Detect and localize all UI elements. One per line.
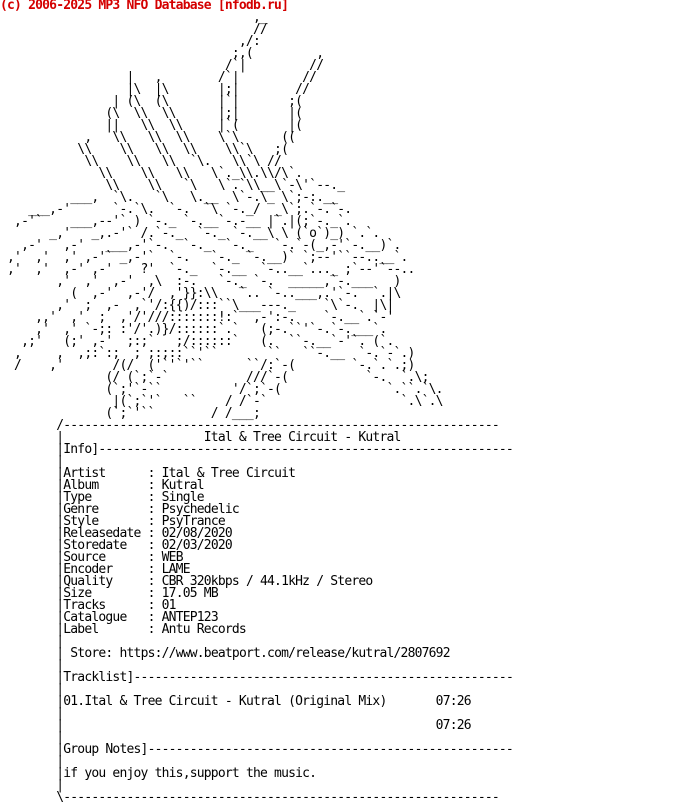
group-notes: if you enjoy this,support the music.	[63, 766, 317, 781]
info-separator: :	[91, 586, 162, 601]
total-duration-row: | 07:26	[0, 718, 471, 733]
info-label: Genre	[63, 502, 99, 517]
info-row-source: |Source : WEB	[0, 550, 183, 565]
info-separator: :	[98, 622, 162, 637]
track-list	[0, 694, 471, 709]
notes-row: |if you enjoy this,support the music.	[0, 766, 317, 781]
info-separator: :	[91, 490, 162, 505]
blank-row: |	[0, 658, 64, 673]
info-separator: :	[105, 466, 162, 481]
track-name: 01.Ital & Tree Circuit - Kutral (Original Mix)	[63, 694, 387, 709]
blank-row: |	[0, 754, 64, 769]
blank-row: |	[0, 778, 64, 793]
info-label: Type	[63, 490, 92, 505]
total-duration: 07:26	[435, 718, 471, 733]
blank-row: |	[0, 634, 64, 649]
info-value: Antu Records	[161, 622, 246, 637]
notes-header-label: Group Notes	[63, 742, 141, 757]
store-link[interactable]: https://www.beatport.com/release/kutral/2807692	[119, 646, 450, 661]
info-label: Size	[63, 586, 92, 601]
release-title: Ital & Tree Circuit - Kutral	[203, 430, 401, 445]
blank-row: |	[0, 454, 64, 469]
info-row-tracks: |Tracks : 01	[0, 598, 176, 613]
info-section-header: |Info]-----------------------------------------------------------	[0, 442, 513, 457]
info-label: Releasedate	[63, 526, 141, 541]
tracklist-header-label: Tracklist	[63, 670, 127, 685]
info-separator: :	[98, 502, 162, 517]
info-separator: :	[112, 562, 162, 577]
info-label: Style	[63, 514, 99, 529]
bottom-border: \--------------------------------------------------------------	[0, 790, 499, 805]
info-label: Storedate	[63, 538, 127, 553]
blank-row: |	[0, 730, 64, 745]
info-label: Source	[63, 550, 106, 565]
nfo-body	[0, 418, 513, 805]
blank-row: |	[0, 706, 64, 721]
info-row-quality: |Quality : CBR 320kbps / 44.1kHz / Stereo	[0, 574, 373, 589]
store-label: Store	[70, 646, 106, 661]
info-value: 02/03/2020	[161, 538, 232, 553]
info-value: ANTEP123	[161, 610, 218, 625]
info-value: Ital & Tree Circuit	[161, 466, 296, 481]
info-value: PsyTrance	[161, 514, 225, 529]
info-row-storedate: |Storedate : 02/03/2020	[0, 538, 232, 553]
info-value: Psychedelic	[161, 502, 239, 517]
info-row-artist: |Artist : Ital & Tree Circuit	[0, 466, 296, 481]
info-label: Quality	[63, 574, 113, 589]
blank-row: |	[0, 682, 64, 697]
info-separator: :	[126, 538, 162, 553]
info-label: Encoder	[63, 562, 113, 577]
info-label: Catalogue	[63, 610, 127, 625]
info-header-label: Info	[63, 442, 92, 457]
info-row-releasedate: |Releasedate : 02/08/2020	[0, 526, 232, 541]
info-separator: :	[98, 478, 162, 493]
title-row: | Ital & Tree Circuit - Kutral	[0, 430, 401, 445]
info-value: 01	[161, 598, 176, 613]
track-row: |01.Ital & Tree Circuit - Kutral (Original Mix) 07:26	[0, 694, 471, 709]
tracklist-section-header: |Tracklist]------------------------------------------------------	[0, 670, 513, 685]
track-gap	[386, 694, 435, 709]
track-duration: 07:26	[435, 694, 471, 709]
info-value: WEB	[161, 550, 183, 565]
info-row-encoder: |Encoder : LAME	[0, 562, 190, 577]
info-row-type: |Type : Single	[0, 490, 204, 505]
info-label: Tracks	[63, 598, 106, 613]
info-separator: :	[98, 514, 162, 529]
info-separator: :	[112, 574, 162, 589]
info-separator: :	[105, 598, 162, 613]
info-row-style: |Style : PsyTrance	[0, 514, 225, 529]
copyright-header: (c) 2006-2025 MP3 NFO Database [nfodb.ru]	[0, 0, 289, 13]
top-border: /--------------------------------------------------------------	[0, 418, 499, 433]
ascii-art-logo: ,_ // ,/: ;,( , /`| // | , /`| // |\ |\ |;| // | (\ (\ |`| ;( (\ \\ \\ |;| |( || \\ \\ |`( |( , \\ \\ \\ \`\ (( \\ \\ \\ \\ \\`\ ;( \\ \\ \\ `\. \\`\ // \\ \\ \\ \`._\\.\\/\`. \\ \\ `\ \`.`\\__\`-\'`--._ ___, `\. `\ \.__ \`-.\_ \`;-:.__ ___,-' `-.`\. `-. `\ `-._/ _\`;.`-.`-. ,-'` ___,--'` ) `-._ `-.__`-.-__ |`.|(;`-._`. _,' _,.-'` /.`-._ `-._ `-.__\ \ (`o`)_) `.`. ,-' ,-' ___,-'`-. `-._ `-._ `-.`-(_,-'`-.__)`. ,' ,' ,' ,-'` _,-'` `-. `-._ `-.__)` `;--'``--..__`. ,' ,' ,-' ,-' ?' `-._ `-.__ `-..__`..._ ;`--'`--.. ,' ,' ,-' ,\ :-. `-._ `-. _____,`-.___ ) ( ,-' ,-'/ ,'}}:\\ `.. `-..___,.'`-. `.|\ ,' ; ,- ,`'/:{{)/:::``\___---._ `\`-. |\| ,,' ,' ; ,'/'///:::::::!:` ,-':-. `-.__`.`-' ,' ,' `-;: :'/'.)}/::::::`.` (;-.``'`-.`-.___`. ,;' (;' ,-' ;:;` ;/::::::` (. ``-.__`-'`. (`. , , ,;:`:; ; ;:;::``'`` `` ``-.__ `-.`-`.) / ,' /(/ ('`'`'`` ``/:`-( `-.`.`.;) (/ (`;`-` ///`-( `-. `.\; (`;'`-`` '/`;`-( `.``.`\. |(`;`'` `` / /`-` `.\`.\ (`;`'`` / /___;	[7, 10, 443, 421]
info-value: Single	[161, 490, 204, 505]
info-row-album: |Album : Kutral	[0, 478, 204, 493]
info-label: Label	[63, 622, 99, 637]
info-fields	[0, 466, 372, 637]
store-row: | Store: https://www.beatport.com/release/kutral/2807692	[0, 646, 450, 661]
info-separator: :	[126, 610, 162, 625]
info-value: CBR 320kbps / 44.1kHz / Stereo	[161, 574, 373, 589]
info-row-size: |Size : 17.05 MB	[0, 586, 218, 601]
info-value: Kutral	[161, 478, 204, 493]
info-value: 02/08/2020	[161, 526, 232, 541]
info-separator: :	[140, 526, 162, 541]
info-row-catalogue: |Catalogue : ANTEP123	[0, 610, 218, 625]
info-label: Album	[63, 478, 99, 493]
info-separator: :	[105, 550, 162, 565]
info-value: 17.05 MB	[161, 586, 218, 601]
info-row-label: |Label : Antu Records	[0, 622, 246, 637]
info-row-genre: |Genre : Psychedelic	[0, 502, 239, 517]
notes-section-header: |Group Notes]----------------------------------------------------	[0, 742, 513, 757]
info-label: Artist	[63, 466, 106, 481]
info-value: LAME	[161, 562, 190, 577]
